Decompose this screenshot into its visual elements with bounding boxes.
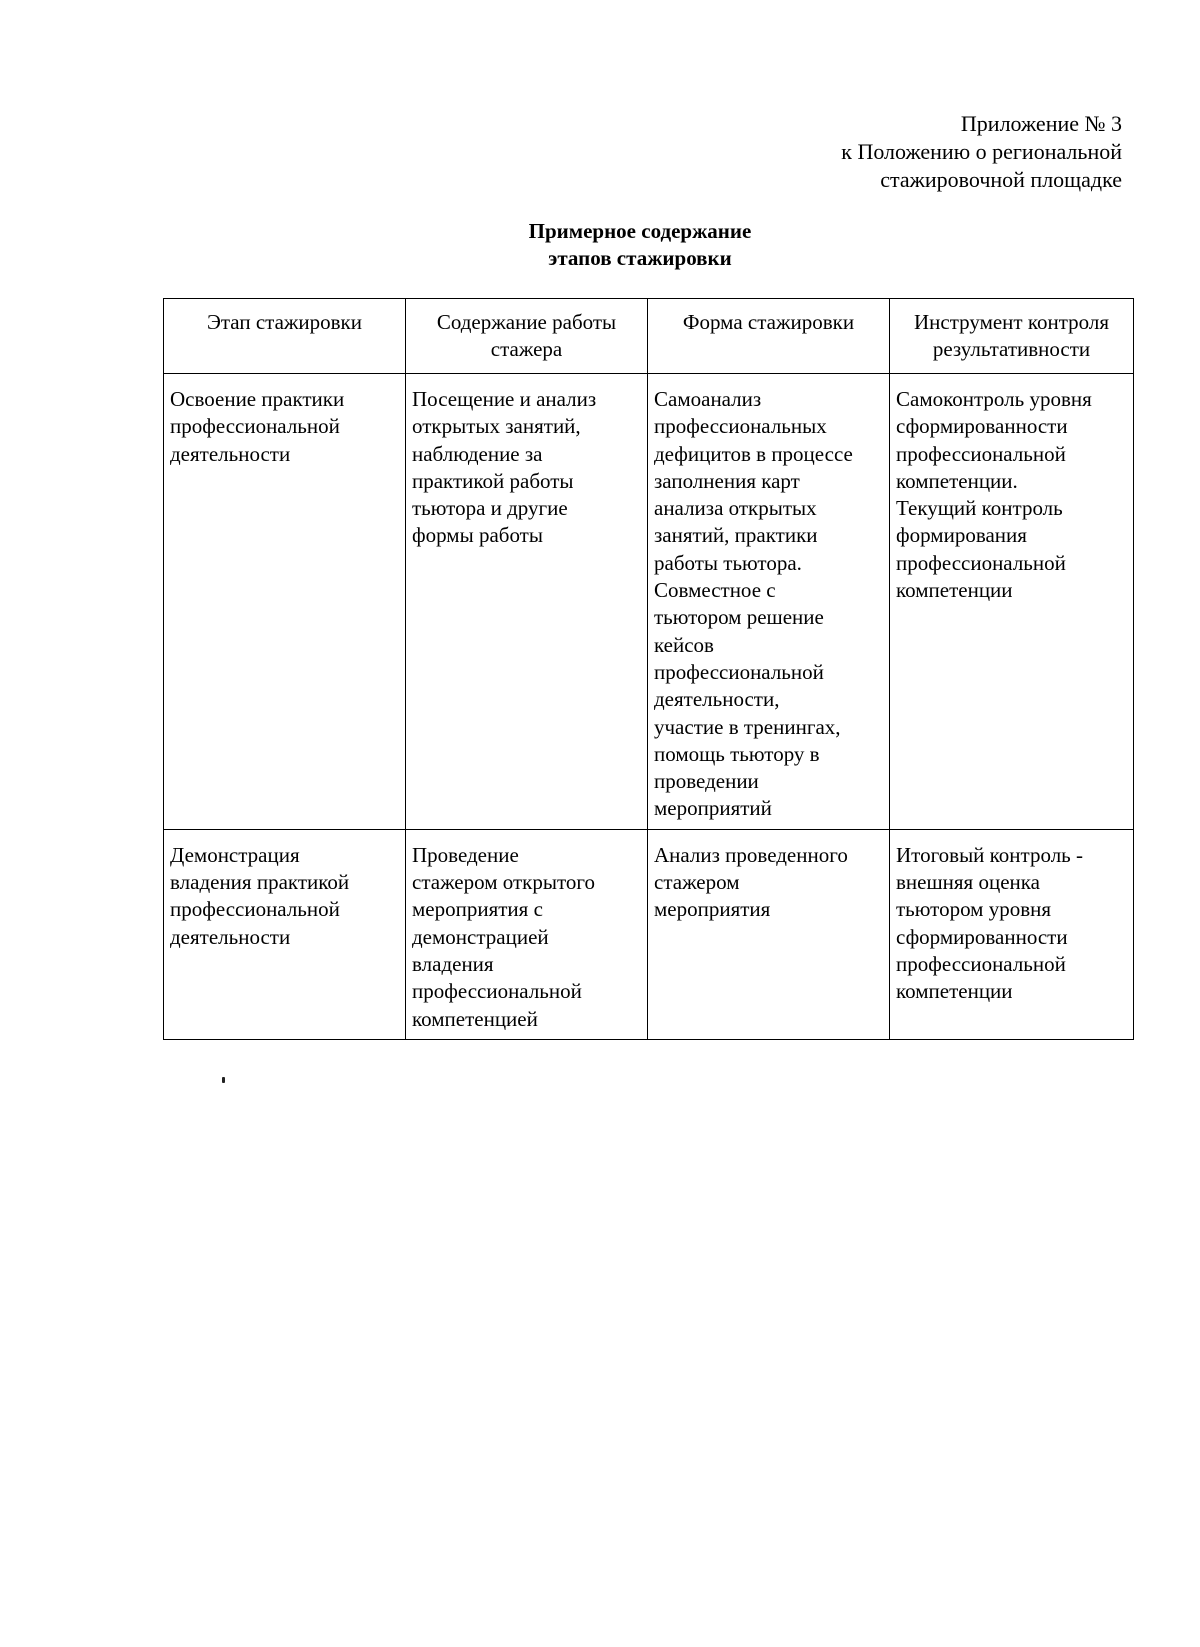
internship-stages-table [163, 298, 1134, 1040]
cell-text-line: деятельности, [654, 687, 780, 712]
cell-text-line: профессиональной [170, 414, 340, 439]
cell-text-line: Анализ проведенного [654, 842, 848, 867]
header-cell-stage [164, 299, 406, 374]
appendix-line: стажировочной площадке [880, 167, 1122, 192]
table-header-row [164, 299, 1134, 374]
table-cell [648, 829, 890, 1039]
cell-text-line: Этап стажировки [206, 310, 362, 334]
cell-text-line: дефицитов в процессе [654, 441, 853, 466]
cell-text-line: заполнения карт [654, 468, 800, 493]
cell-text-line: Итоговый контроль - [896, 842, 1084, 867]
cell-text-line: наблюдение за [412, 441, 543, 466]
cell-text-line: профессиональной [654, 659, 824, 684]
cell-text-line: владения [412, 951, 494, 976]
cell-text-line: Инструмент контроля [913, 310, 1110, 334]
cell-text-line: профессиональной [170, 897, 340, 922]
cell-text-line: профессиональной [896, 441, 1066, 466]
table-cell [164, 374, 406, 830]
cell-text-line: стажером [654, 870, 740, 895]
appendix-reference [841, 110, 1122, 194]
cell-text-line: деятельности [170, 924, 291, 949]
cell-text-line: сформированности [896, 924, 1068, 949]
cell-text-line: практикой работы [412, 468, 574, 493]
cell-text-line: тьютора и другие [412, 496, 568, 521]
cell-text-line: демонстрацией [412, 924, 549, 949]
cell-text-line: Демонстрация [170, 842, 300, 867]
cell-text-line: мероприятия [654, 897, 771, 922]
cell-text-line: компетенции [896, 578, 1013, 603]
document-title [0, 218, 1200, 272]
cell-text-line: формирования [896, 523, 1027, 548]
cell-text-line: мероприятий [654, 796, 772, 821]
cell-text-line: результативности [932, 337, 1091, 362]
appendix-line: к Положению о региональной [841, 139, 1122, 164]
cell-text-line: владения практикой [170, 870, 350, 895]
cell-text-line: участие в тренингах, [654, 714, 841, 739]
cell-text-line: стажером открытого [412, 870, 595, 895]
table-cell [406, 829, 648, 1039]
cell-text-line: работы тьютора. [654, 550, 802, 575]
cell-text-line: проведении [654, 769, 759, 794]
cell-text-line: сформированности [896, 414, 1068, 439]
cell-text-line: помощь тьютору в [654, 741, 820, 766]
cell-text-line: занятий, практики [654, 523, 818, 548]
cell-text-line: Проведение [412, 842, 519, 867]
table-cell [890, 829, 1134, 1039]
cell-text-line: Форма стажировки [682, 310, 855, 334]
cell-text-line: тьютором решение [654, 605, 824, 630]
cell-text-line: стажера [490, 337, 563, 362]
header-cell-form [648, 299, 890, 374]
cell-text-line: кейсов [654, 632, 714, 657]
header-cell-control [890, 299, 1134, 374]
title-line: этапов стажировки [548, 246, 732, 270]
cell-text-line: Текущий контроль [896, 496, 1063, 521]
table-cell [164, 829, 406, 1039]
cell-text-line: тьютором уровня [896, 897, 1052, 922]
cell-text-line: Освоение практики [170, 387, 345, 411]
cell-text-line: компетенцией [412, 1006, 538, 1031]
table-cell [406, 374, 648, 830]
cell-text-line: Посещение и анализ [412, 387, 597, 411]
cell-text-line: профессиональной [896, 550, 1066, 575]
cell-text-line: Совместное с [654, 578, 776, 603]
cell-text-line: деятельности [170, 441, 291, 466]
table-cell [648, 374, 890, 830]
cell-text-line: компетенции [896, 979, 1013, 1004]
title-line: Примерное содержание [528, 219, 752, 243]
scan-speck [222, 1077, 225, 1083]
cell-text-line: внешняя оценка [896, 870, 1040, 895]
cell-text-line: формы работы [412, 523, 543, 548]
cell-text-line: открытых занятий, [412, 414, 581, 439]
appendix-line: Приложение № 3 [960, 111, 1122, 136]
table-row [164, 829, 1134, 1039]
cell-text-line: компетенции. [896, 468, 1018, 493]
cell-text-line: Самоконтроль уровня [896, 387, 1092, 411]
cell-text-line: Самоанализ [654, 387, 762, 411]
cell-text-line: профессиональной [412, 979, 582, 1004]
cell-text-line: Содержание работы [436, 310, 617, 334]
cell-text-line: мероприятия с [412, 897, 543, 922]
cell-text-line: профессиональных [654, 414, 827, 439]
cell-text-line: профессиональной [896, 951, 1066, 976]
cell-text-line: анализа открытых [654, 496, 817, 521]
header-cell-content [406, 299, 648, 374]
table-cell [890, 374, 1134, 830]
table-row [164, 374, 1134, 830]
